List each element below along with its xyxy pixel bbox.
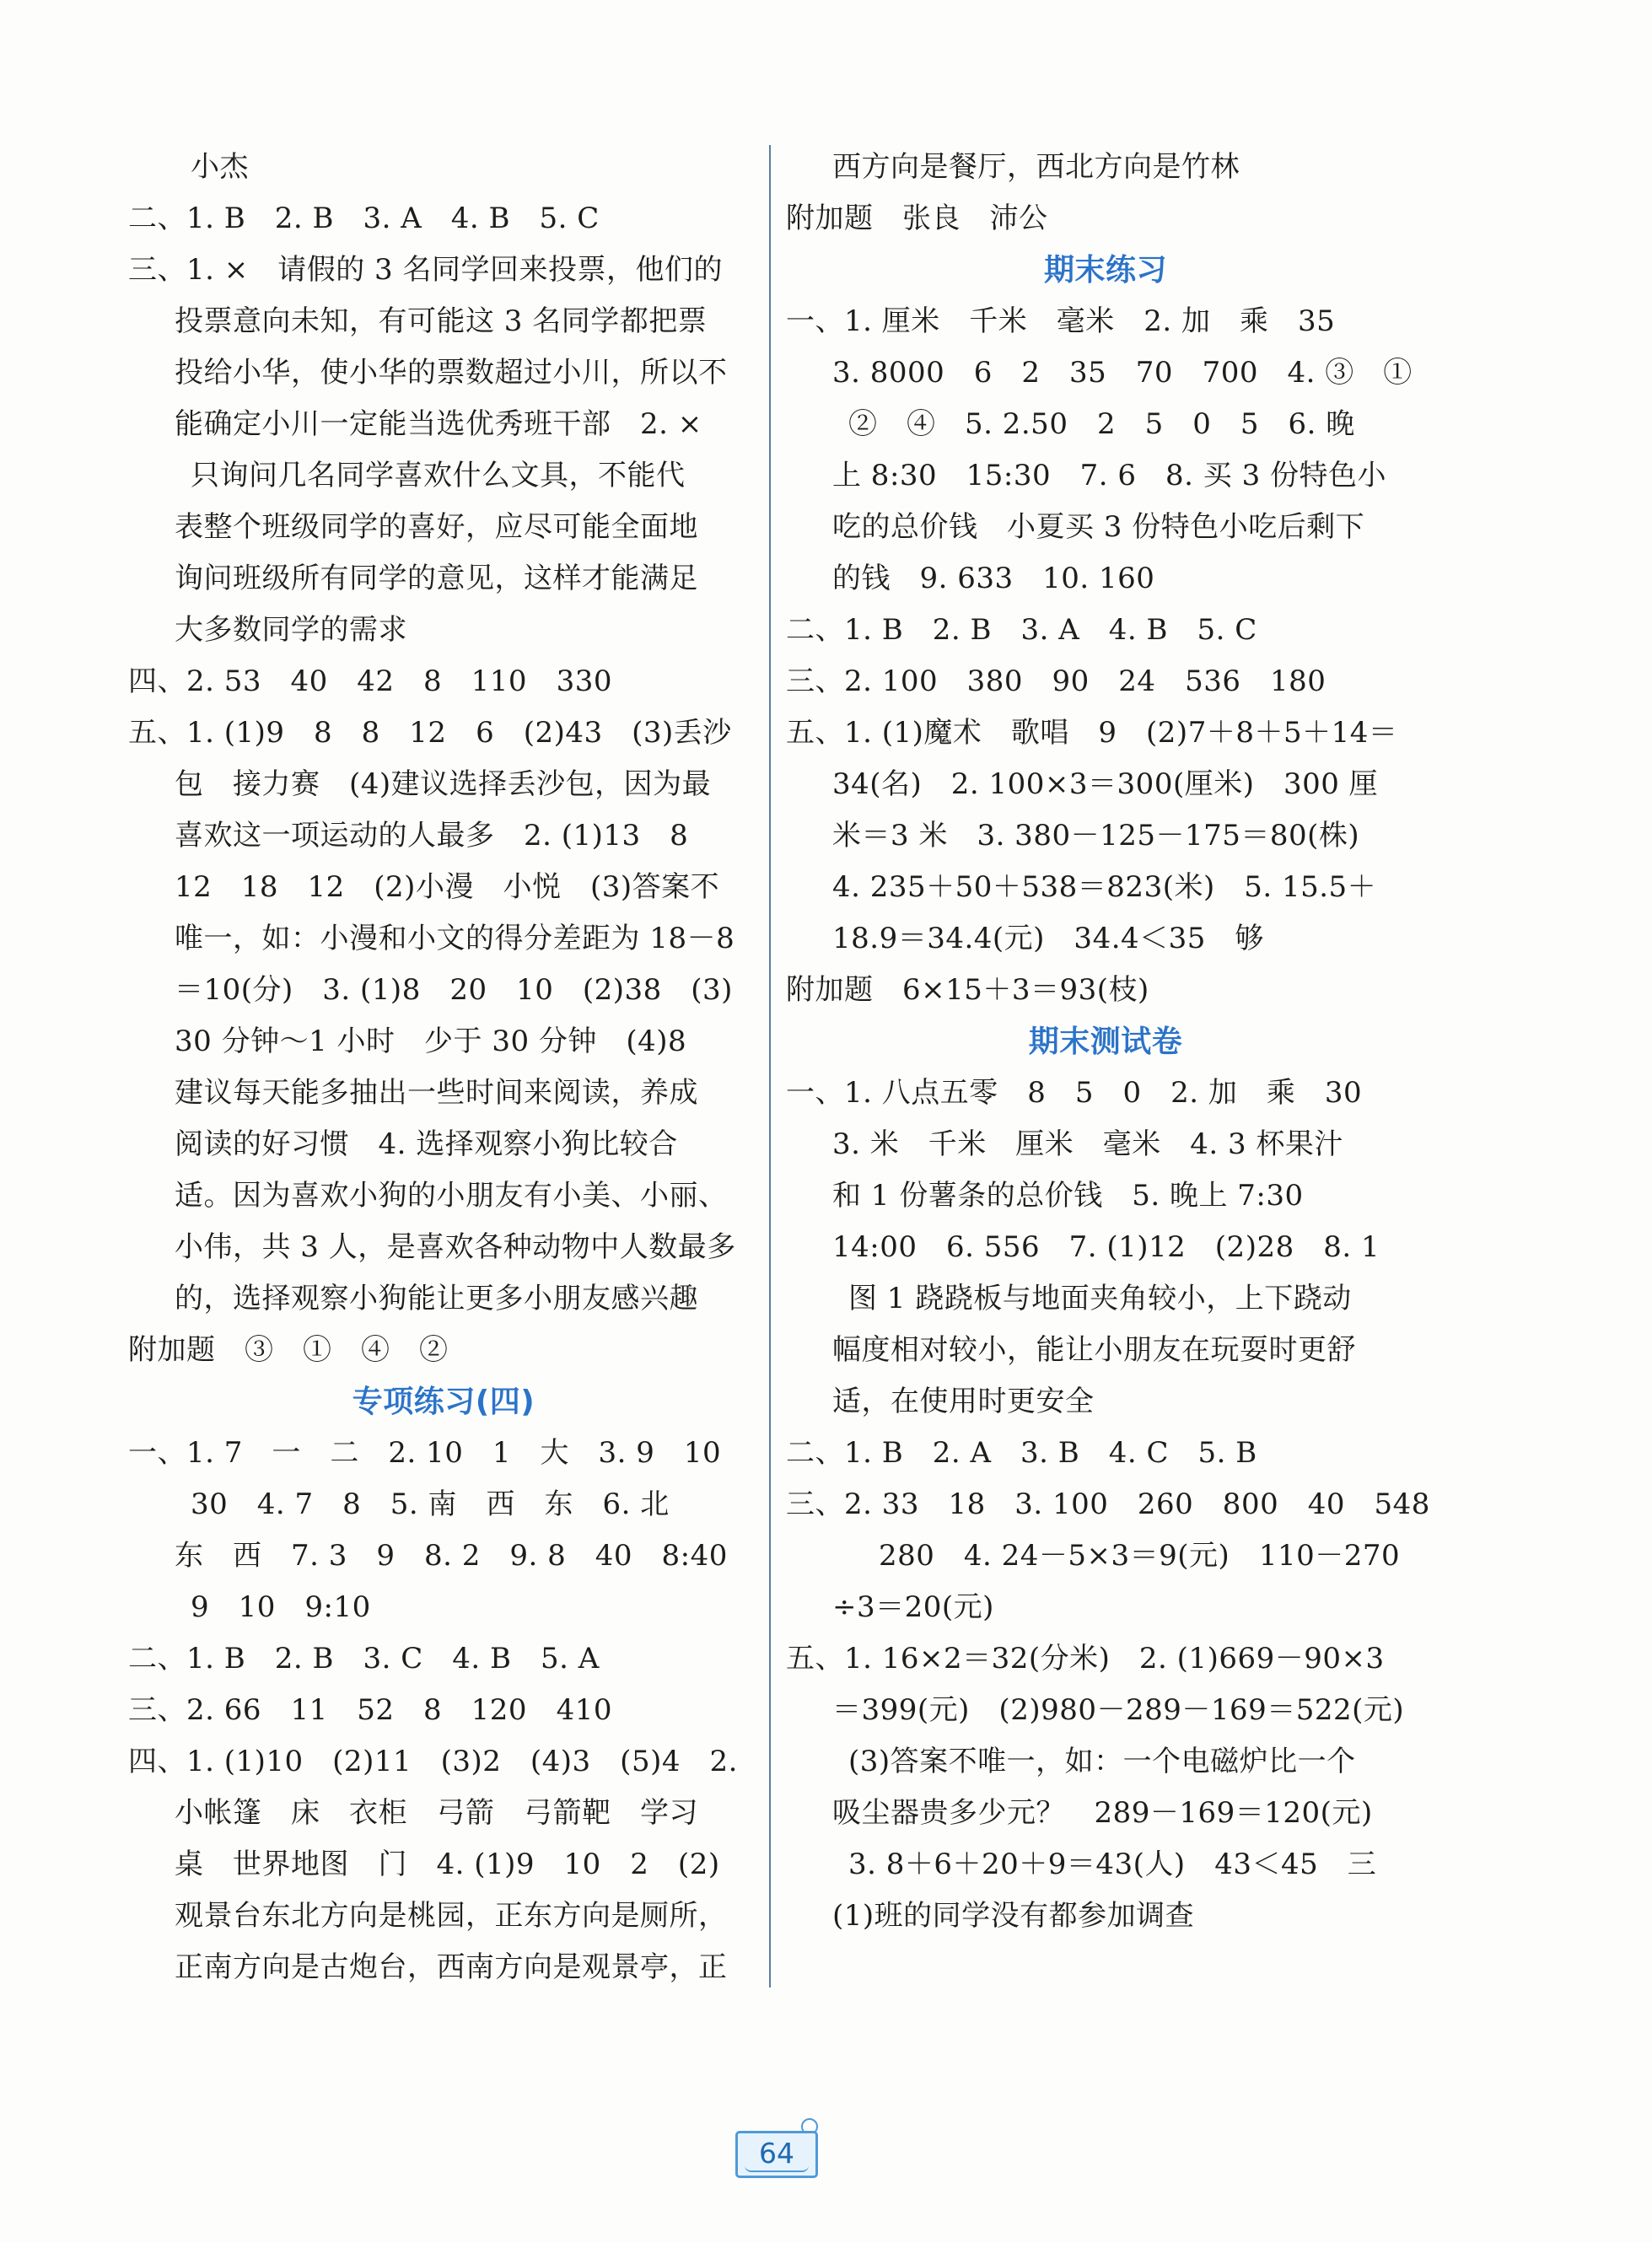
answer-line: 五、1. 16×2＝32(分米) 2. (1)669－90×3 — [786, 1642, 1385, 1676]
answer-line: 建议每天能多抽出一些时间来阅读，养成 — [175, 1076, 698, 1110]
answer-line: 上 8:30 15:30 7. 6 8. 买 3 份特色小 — [832, 459, 1387, 492]
answer-line: 米＝3 米 3. 380－125－175＝80(株) — [832, 819, 1360, 853]
answer-line: 12 18 12 (2)小漫 小悦 (3)答案不 — [175, 870, 720, 904]
answer-line: 三、1. × 请假的 3 名同学回来投票，他们的 — [128, 253, 723, 287]
answer-line: 3. 8＋6＋20＋9＝43(人) 43＜45 三 — [848, 1848, 1377, 1881]
book-icon page-number: 64 — [735, 2131, 818, 2178]
answer-line: 喜欢这一项运动的人最多 2. (1)13 8 — [175, 819, 689, 853]
answer-line: 18.9＝34.4(元) 34.4＜35 够 — [832, 922, 1264, 955]
answer-line: 一、1. 八点五零 8 5 0 2. 加 乘 30 — [786, 1076, 1363, 1110]
answer-line: 询问班级所有同学的意见，这样才能满足 — [175, 562, 698, 595]
answer-line: 3. 8000 6 2 35 70 700 4. ③ ① — [832, 356, 1413, 390]
answer-line: 二、1. B 2. B 3. A 4. B 5. C — [786, 613, 1257, 647]
answer-line: 三、2. 66 11 52 8 120 410 — [128, 1693, 612, 1727]
answer-line: 小伟，共 3 人，是喜欢各种动物中人数最多 — [175, 1230, 736, 1264]
answer-line: (3)答案不唯一，如：一个电磁炉比一个 — [848, 1745, 1356, 1778]
answer-line: 图 1 跷跷板与地面夹角较小，上下跷动 — [848, 1282, 1352, 1315]
right-column — [786, 142, 1430, 1942]
answer-line: 三、2. 33 18 3. 100 260 800 40 548 — [786, 1487, 1430, 1521]
answer-line: 9 10 9:10 — [191, 1590, 371, 1624]
answer-line: 四、1. (1)10 (2)11 (3)2 (4)3 (5)4 2. — [128, 1745, 738, 1778]
answer-line: 四、2. 53 40 42 8 110 330 — [128, 664, 612, 698]
answer-line: 小帐篷 床 衣柜 弓箭 弓箭靶 学习 — [175, 1796, 698, 1830]
answer-line: ＝10(分) 3. (1)8 20 10 (2)38 (3) — [175, 973, 733, 1007]
answer-line: 和 1 份薯条的总价钱 5. 晚上 7:30 — [832, 1179, 1304, 1213]
answer-line: 包 接力赛 (4)建议选择丢沙包，因为最 — [175, 767, 712, 801]
answer-line: 280 4. 24－5×3＝9(元) 110－270 — [879, 1539, 1401, 1573]
answer-line: 适，在使用时更安全 — [832, 1385, 1095, 1418]
answer-line: ÷3＝20(元) — [832, 1590, 994, 1624]
answer-line: 3. 米 千米 厘米 毫米 4. 3 杯果汁 — [832, 1127, 1343, 1161]
answer-line: 投给小华，使小华的票数超过小川，所以不 — [175, 356, 728, 390]
answer-line: 只询问几名同学喜欢什么文具，不能代 — [191, 459, 686, 492]
answer-line: 大多数同学的需求 — [175, 613, 407, 647]
answer-line: 适。因为喜欢小狗的小朋友有小美、小丽、 — [175, 1179, 728, 1213]
answer-line: 二、1. B 2. A 3. B 4. C 5. B — [786, 1436, 1257, 1470]
answer-line: 一、1. 厘米 千米 毫米 2. 加 乘 35 — [786, 304, 1336, 338]
answer-line: 观景台东北方向是桃园，正东方向是厕所， — [175, 1899, 728, 1933]
answer-line: 二、1. B 2. B 3. A 4. B 5. C — [128, 202, 600, 235]
column-divider — [769, 145, 771, 1988]
answer-line: 14:00 6. 556 7. (1)12 (2)28 8. 1 — [832, 1230, 1380, 1264]
answer-line: 西方向是餐厅，西北方向是竹林 — [832, 150, 1240, 184]
section-heading: 期末练习 — [1043, 253, 1167, 288]
answer-line: 东 西 7. 3 9 8. 2 9. 8 40 8:40 — [175, 1539, 728, 1573]
answer-line: 吃的总价钱 小夏买 3 份特色小吃后剩下 — [832, 510, 1365, 544]
answer-line: 正南方向是古炮台，西南方向是观景亭，正 — [175, 1950, 728, 1984]
answer-line: 的，选择观察小狗能让更多小朋友感兴趣 — [175, 1282, 698, 1315]
answer-line: 五、1. (1)魔术 歌唱 9 (2)7＋8＋5＋14＝ — [786, 716, 1398, 750]
left-column — [128, 142, 759, 1993]
answer-line: 吸尘器贵多少元？ 289－169＝120(元) — [832, 1796, 1373, 1830]
answer-line: 唯一，如：小漫和小文的得分差距为 18－8 — [175, 922, 735, 955]
answer-line: 表整个班级同学的喜好，应尽可能全面地 — [175, 510, 698, 544]
answer-line: 能确定小川一定能当选优秀班干部 2. × — [175, 407, 702, 441]
answer-line: 30 4. 7 8 5. 南 西 东 6. 北 — [191, 1487, 670, 1521]
answer-line: 附加题 张良 沛公 — [786, 202, 1048, 235]
answer-line: 30 分钟～1 小时 少于 30 分钟 (4)8 — [175, 1025, 687, 1058]
section-heading: 期末测试卷 — [1028, 1025, 1183, 1059]
answer-line: (1)班的同学没有都参加调查 — [832, 1899, 1195, 1933]
answer-line: 附加题 6×15＋3＝93(枝) — [786, 973, 1149, 1007]
answer-line: 4. 235＋50＋538＝823(米) 5. 15.5＋ — [832, 870, 1377, 904]
section-heading: 专项练习(四) — [352, 1385, 535, 1419]
answer-line: 投票意向未知，有可能这 3 名同学都把票 — [175, 304, 708, 338]
answer-line: 阅读的好习惯 4. 选择观察小狗比较合 — [175, 1127, 678, 1161]
answer-line: 二、1. B 2. B 3. C 4. B 5. A — [128, 1642, 600, 1676]
answer-line: ＝399(元) (2)980－289－169＝522(元) — [832, 1693, 1405, 1727]
answer-line: 桌 世界地图 门 4. (1)9 10 2 (2) — [175, 1848, 720, 1881]
answer-line: 34(名) 2. 100×3＝300(厘米) 300 厘 — [832, 767, 1379, 801]
answer-line: 小杰 — [191, 150, 249, 184]
answer-line: 的钱 9. 633 10. 160 — [832, 562, 1155, 595]
answer-line: 一、1. 7 一 二 2. 10 1 大 3. 9 10 — [128, 1436, 722, 1470]
answer-line: 五、1. (1)9 8 8 12 6 (2)43 (3)丢沙 — [128, 716, 732, 750]
answer-line: 三、2. 100 380 90 24 536 180 — [786, 664, 1326, 698]
answer-line: ② ④ 5. 2.50 2 5 0 5 6. 晚 — [848, 407, 1355, 441]
answer-line: 幅度相对较小，能让小朋友在玩耍时更舒 — [832, 1333, 1356, 1367]
answer-line: 附加题 ③ ① ④ ② — [128, 1333, 449, 1367]
